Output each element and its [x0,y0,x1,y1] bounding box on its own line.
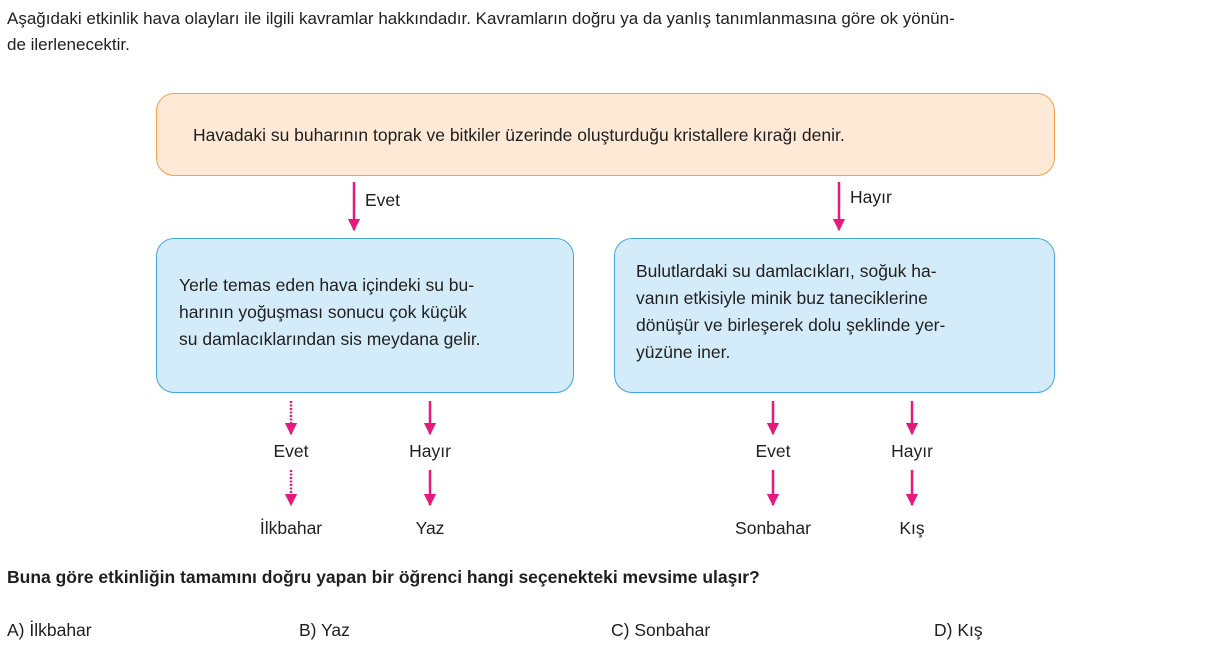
outcome-sonbahar: Sonbahar [735,518,811,538]
top-yes-label: Evet [365,190,401,210]
option-a[interactable]: A) İlkbahar [7,620,92,640]
left-statement-line-3: su damlacıklarından sis meydana gelir. [179,329,481,349]
option-b[interactable]: B) Yaz [299,620,350,640]
right-statement-line-1: Bulutlardaki su damlacıkları, soğuk ha- [636,261,937,281]
right-statement-line-4: yüzüne iner. [636,342,731,362]
left-statement-line-1: Yerle temas eden hava içindeki su bu- [179,275,475,295]
left-no-label: Hayır [409,441,451,461]
intro-line-1: Aşağıdaki etkinlik hava olayları ile ilgili kavramlar hakkındadır. Kavramların doğru ya da yanlış tanımlanmasına göre ok yönün- [7,9,955,28]
option-d[interactable]: D) Kış [934,620,983,640]
intro-line-2: de ilerlenecektir. [7,35,130,54]
left-yes-label: Evet [273,441,309,461]
right-yes-label: Evet [755,441,791,461]
outcome-yaz: Yaz [415,518,445,538]
right-no-label: Hayır [891,441,933,461]
right-statement-line-2: vanın etkisiyle minik buz taneciklerine [636,288,928,308]
outcome-kis: Kış [899,518,925,538]
top-statement-text: Havadaki su buharının toprak ve bitkiler üzerinde oluşturduğu kristallere kırağı denir. [193,125,845,145]
left-statement-line-2: harının yoğuşması sonucu çok küçük [179,302,467,322]
right-statement-line-3: dönüşür ve birleşerek dolu şeklinde yer- [636,315,946,335]
option-c[interactable]: C) Sonbahar [611,620,711,640]
outcome-ilkbahar: İlkbahar [259,518,323,538]
top-no-label: Hayır [850,187,892,207]
question-text: Buna göre etkinliğin tamamını doğru yapan bir öğrenci hangi seçenekteki mevsime ulaşır? [7,567,760,587]
